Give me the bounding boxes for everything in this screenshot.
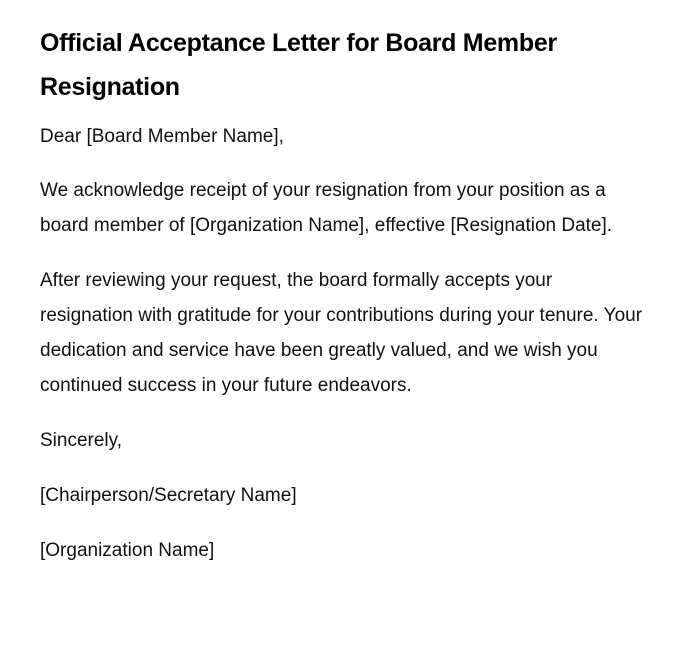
- letter-title: Official Acceptance Letter for Board Member Resignation: [40, 29, 557, 101]
- letter-paragraph-acceptance: After reviewing your request, the board formally accepts your resignation with gratitude for your contributions during your tenure. Your dedication and service have been greatly valued, and we wish you continued success in your future endeavors.: [40, 270, 643, 396]
- letter-paragraph-acknowledgement: We acknowledge receipt of your resignation from your position as a board member of [Organization Name], effective [Resignation Date].: [40, 180, 613, 236]
- letter-signatory: [Chairperson/Secretary Name]: [40, 485, 297, 506]
- letter-organization: [Organization Name]: [40, 540, 215, 561]
- letter-closing: Sincerely,: [40, 430, 123, 451]
- letter-greeting: Dear [Board Member Name],: [40, 126, 284, 147]
- letter-page: [40, 21, 650, 588]
